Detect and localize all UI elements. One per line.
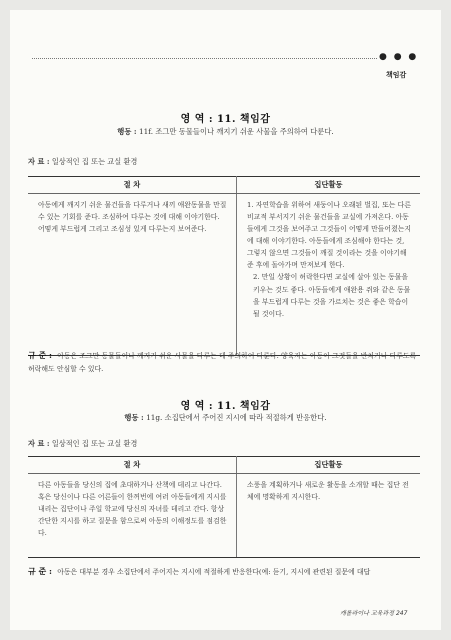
section1-title: 영 역 : 11. 책임감: [180, 114, 271, 125]
section2-group-cell: 소풍을 계획하거나 새로운 활동을 소개할 때는 집단 전체에 명확하게 지시한다.: [237, 474, 421, 558]
header-tag: 책임감: [386, 71, 407, 79]
section1-note-text: 아동은 조그만 동물들이나 깨지기 쉬운 사물을 다루는 데 주의하여 다룬다. 양육자는 아동이 그것들을 반치거나 다루도록 허락해도 안심할 수 있다.: [28, 352, 417, 373]
section2-note-label: 규 준 :: [28, 566, 52, 576]
page-footer: 캐롤라이나 교육과정 247: [340, 610, 408, 617]
section1-material-text: 일상적인 집 또는 교실 환경: [51, 157, 138, 166]
section2-note: [28, 564, 422, 579]
section2-behavior-label: 행동 :: [124, 413, 144, 422]
section1-behavior-label: 행동 :: [117, 127, 137, 136]
header-dotted-rule: [32, 58, 377, 59]
section2-note-text: 아동은 대부분 경우 소집단에서 주어지는 지시에 적절하게 반응한다(예: 듣기, 지시에 관련된 질문에 대답: [57, 568, 371, 576]
section1-group-paragraph-2: 2. 만일 상황이 허락한다면 교실에 살아 있는 동물을 키우는 것도 좋다. 아동들에게 애완용 쥐와 같은 동물을 부드럽게 다루는 것을 가르치는 것은 좋은 학습이 될 것이다.: [253, 273, 411, 318]
section1-note-label: 규 준 :: [28, 350, 52, 360]
section2-material-text: 일상적인 집 또는 교실 환경: [51, 439, 138, 448]
section2-group-header: 집단활동: [237, 457, 421, 474]
section2-activity-table: [28, 456, 420, 558]
section2-material: [28, 439, 137, 449]
section1-group-cell: [237, 194, 421, 356]
section1-material-label: 자 료 :: [28, 157, 50, 166]
section1-material: [28, 157, 137, 167]
section1-behavior: [10, 127, 441, 137]
section1-procedure-cell: 아동에게 깨지기 쉬운 물건들을 다루거나 새끼 애완동물을 만질 수 있는 기회를 준다. 조심하여 다루는 것에 대해 이야기한다. 어떻게 부드럽게 그리고 조심성 있게 다루는지 보여준다.: [28, 194, 237, 356]
section2-title: 영 역 : 11. 책임감: [180, 401, 271, 412]
section2-behavior-text: 11g. 소집단에서 주어진 지시에 따라 적절하게 반응한다.: [146, 413, 327, 422]
section2-procedure-cell: 다른 아동들을 당신의 집에 초대하거나 산책에 데리고 나간다. 혹은 당신이나 다른 어른들이 한꺼번에 여러 아동들에게 지시를 내리는 집단이나 주일 학교에 당신의 자녀를 데리고 간다. 항상 간단한 지시를 하고 질문을 함으로써 아동의 이해정도를 점검한다.: [28, 474, 237, 558]
section1-procedure-header: 절 차: [28, 177, 237, 194]
section2-procedure-header: 절 차: [28, 457, 237, 474]
document-page: [10, 10, 441, 630]
section1-note: [28, 348, 422, 376]
section2-material-label: 자 료 :: [28, 439, 50, 448]
section1-activity-table: [28, 176, 420, 356]
section1-behavior-text: 11f. 조그만 동물들이나 깨지기 쉬운 사물을 주의하여 다룬다.: [138, 127, 334, 136]
header-dots: ● ● ●: [379, 52, 419, 62]
section2-behavior: [10, 413, 441, 423]
section1-group-paragraph-1: 1. 자연학습을 위하여 새둥이나 오래된 벌집, 또는 다른 비교적 부서지기 쉬운 물건들을 교실에 가져온다. 아동들에게 그것을 보여주고 그것들이 어떻게 만들어졌는지에 대해 이야기한다. 아동들에게 조심해야 한다는 것, 그렇지 않으면 그것들이 깨질 것이라는 것을 이야기해 준 후에 돌아가며 만져보게 한다.: [247, 201, 412, 270]
section1-group-header: 집단활동: [237, 177, 421, 194]
